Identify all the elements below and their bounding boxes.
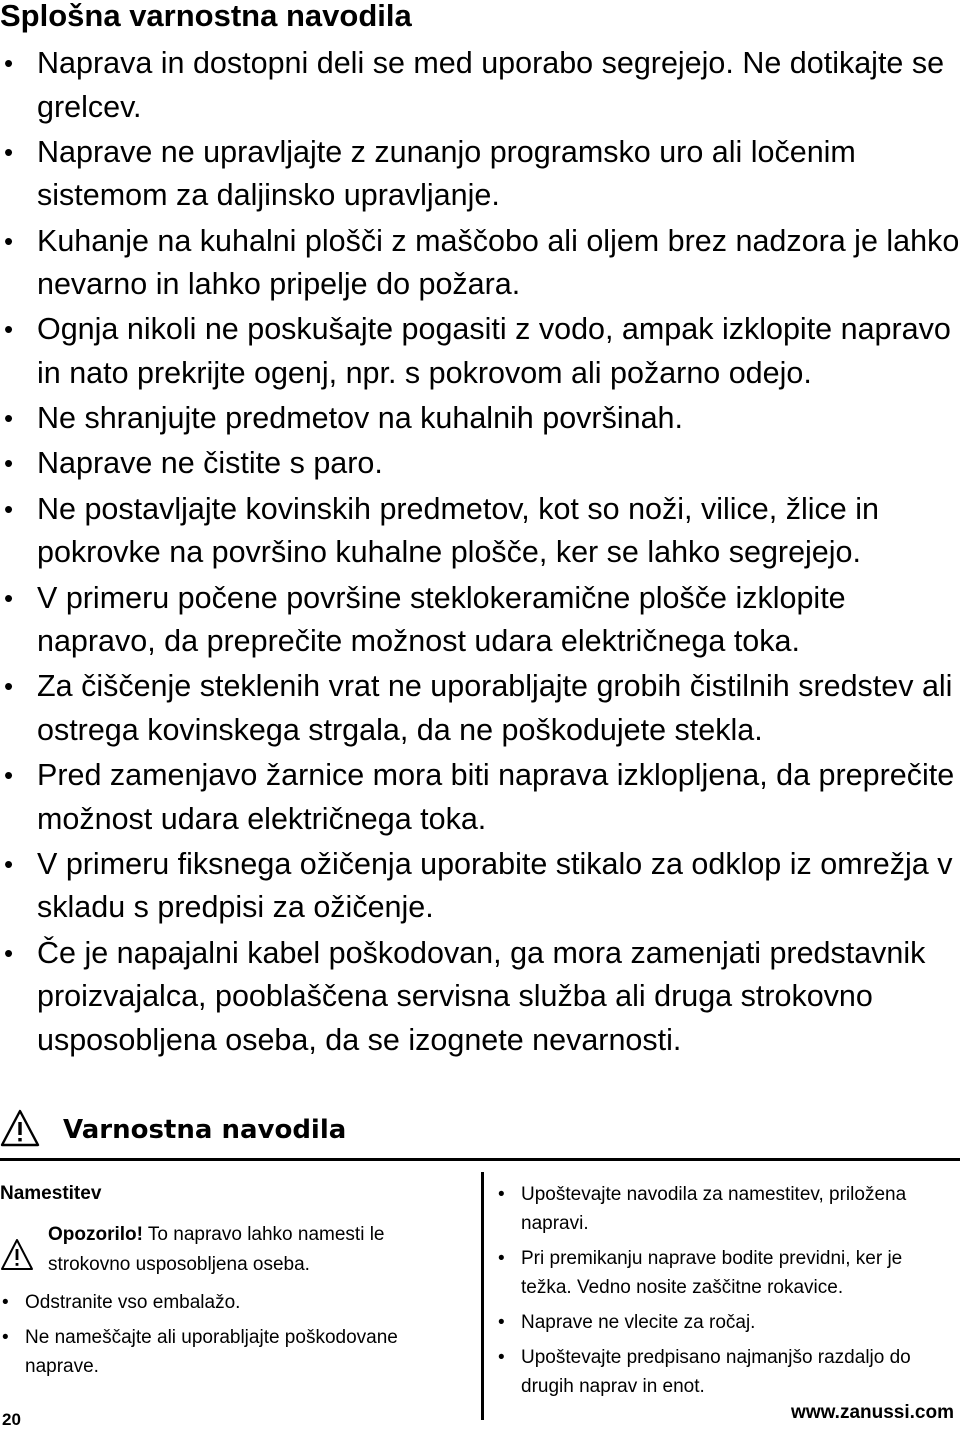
bullet-icon: • bbox=[4, 314, 14, 345]
list-item: • Odstranite vso embalažo. bbox=[0, 1288, 465, 1317]
warning-triangle-icon bbox=[0, 1238, 34, 1272]
general-safety-list bbox=[0, 42, 960, 1064]
bullet-icon: • bbox=[4, 760, 14, 791]
warning-label: Opozorilo! bbox=[48, 1224, 143, 1245]
installation-list-right bbox=[496, 1180, 956, 1401]
list-item: • Kuhanje na kuhalni plošči z maščobo ali oljem brez nadzora je lahko nevarno in lahko pripelje do požara. bbox=[0, 220, 960, 307]
installation-heading: Namestitev bbox=[0, 1183, 102, 1204]
bullet-icon: • bbox=[4, 937, 14, 968]
list-item: • Naprave ne upravljajte z zunanjo programsko uro ali ločenim sistemom za daljinsko upravljanje. bbox=[0, 131, 960, 218]
list-item: • Ne postavljajte kovinskih predmetov, kot so noži, vilice, žlice in pokrovke na površino kuhalne plošče, ker se lahko segrejejo. bbox=[0, 488, 960, 575]
installation-list-left bbox=[0, 1288, 465, 1381]
bullet-icon: • bbox=[4, 671, 14, 702]
list-item: • Upoštevajte predpisano najmanjšo razdaljo do drugih naprav in enot. bbox=[496, 1343, 956, 1401]
list-item: • Če je napajalni kabel poškodovan, ga mora zamenjati predstavnik proizvajalca, pooblaščena servisna služba ali druga strokovno usposobljena oseba, da se izognete nevarnosti. bbox=[0, 932, 960, 1063]
installation-left-column bbox=[0, 1180, 465, 1387]
list-item: • Upoštevajte navodila za namestitev, priložena napravi. bbox=[496, 1180, 956, 1238]
bullet-icon: • bbox=[4, 136, 14, 167]
list-item: • V primeru počene površine steklokeramične plošče izklopite napravo, da preprečite možnost udara električnega toka. bbox=[0, 577, 960, 664]
bullet-icon: • bbox=[2, 1292, 9, 1313]
warning-text: To napravo lahko namesti le strokovno usposobljena oseba. bbox=[48, 1224, 385, 1275]
bullet-icon: • bbox=[498, 1347, 505, 1368]
list-item: • V primeru fiksnega ožičenja uporabite stikalo za odklop iz omrežja v skladu s predpisi za ožičenje. bbox=[0, 843, 960, 930]
bullet-icon: • bbox=[4, 848, 14, 879]
safety-section-header bbox=[0, 1108, 960, 1161]
bullet-icon: • bbox=[4, 493, 14, 524]
list-item: • Naprava in dostopni deli se med uporabo segrejejo. Ne dotikajte se grelcev. bbox=[0, 42, 960, 129]
bullet-icon: • bbox=[4, 448, 14, 479]
bullet-icon: • bbox=[4, 225, 14, 256]
installation-warning bbox=[0, 1220, 465, 1280]
bullet-icon: • bbox=[2, 1327, 9, 1348]
section-heading: Splošna varnostna navodila bbox=[0, 0, 412, 33]
column-divider bbox=[481, 1172, 484, 1420]
list-item: • Ne shranjujte predmetov na kuhalnih površinah. bbox=[0, 397, 960, 441]
safety-section-title: Varnostna navodila bbox=[63, 1115, 347, 1145]
list-item: • Naprave ne vlecite za ročaj. bbox=[496, 1308, 956, 1337]
bullet-icon: • bbox=[4, 582, 14, 613]
list-item: • Pred zamenjavo žarnice mora biti naprava izklopljena, da preprečite možnost udara električnega toka. bbox=[0, 754, 960, 841]
bullet-icon: • bbox=[498, 1312, 505, 1333]
bullet-icon: • bbox=[498, 1184, 505, 1205]
warning-triangle-icon bbox=[0, 1108, 40, 1148]
installation-right-column bbox=[496, 1180, 956, 1407]
list-item: • Za čiščenje steklenih vrat ne uporabljajte grobih čistilnih sredstev ali ostrega kovinskega strgala, da ne poškodujete stekla. bbox=[0, 665, 960, 752]
bullet-icon: • bbox=[498, 1248, 505, 1269]
list-item: • Naprave ne čistite s paro. bbox=[0, 442, 960, 486]
list-item: • Pri premikanju naprave bodite previdni, ker je težka. Vedno nosite zaščitne rokavice. bbox=[496, 1244, 956, 1302]
list-item: • Ognja nikoli ne poskušajte pogasiti z vodo, ampak izklopite napravo in nato prekrijte ogenj, npr. s pokrovom ali požarno odejo. bbox=[0, 308, 960, 395]
list-item: • Ne nameščajte ali uporabljajte poškodovane naprave. bbox=[0, 1323, 465, 1381]
bullet-icon: • bbox=[4, 48, 14, 78]
page-number: 20 bbox=[2, 1410, 21, 1429]
bullet-icon: • bbox=[4, 403, 14, 434]
website-url: www.zanussi.com bbox=[791, 1402, 954, 1423]
